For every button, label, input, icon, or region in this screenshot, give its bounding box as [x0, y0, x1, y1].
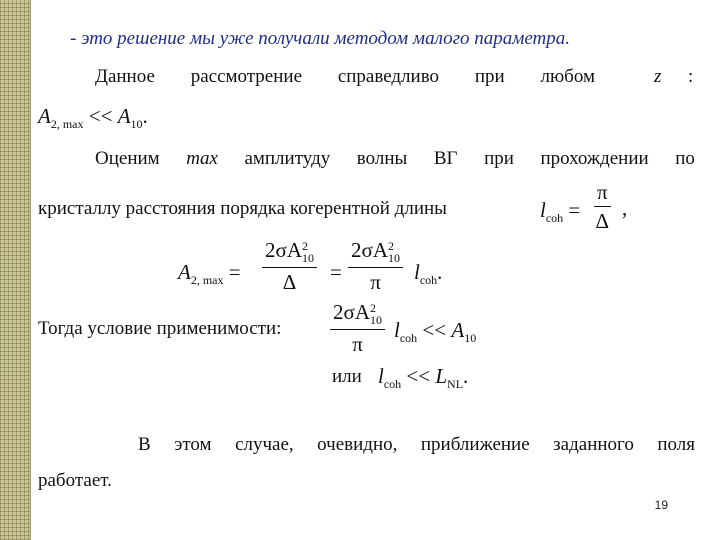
para4-word: этом [174, 434, 212, 455]
para4-word: поля [657, 434, 695, 455]
para4-word: В [138, 434, 151, 455]
para1-word: любом [540, 66, 595, 87]
paragraph-5: работает. [38, 470, 112, 491]
para4-word: очевидно, [317, 434, 398, 455]
para4-word: заданного [553, 434, 634, 455]
para2-word: прохождении [540, 148, 649, 169]
paragraph-4 [138, 434, 695, 456]
para2-word: волны [356, 148, 408, 169]
lead-line: - это решение мы уже получали методом малого параметра. [70, 28, 571, 49]
pi-over-delta-fraction: $\frac{\pi}{\Delta}$ [595, 180, 610, 233]
decorative-side-stripe [0, 0, 31, 540]
lcoh-symbol: $l_{coh}$ = [540, 198, 581, 226]
para1-word: Данное [95, 66, 155, 87]
variable-z: z [654, 66, 662, 87]
para4-word: приближение [420, 434, 530, 455]
paragraph-3: кристаллу расстояния порядка когерентной длины [38, 198, 447, 219]
paragraph-2 [95, 148, 695, 170]
paragraph-1 [95, 66, 595, 88]
or-label: или [332, 366, 362, 387]
para2-word: max [186, 148, 218, 169]
applicability-inequality: $l_{coh} << A_{10}$ [394, 318, 477, 346]
applicability-fraction: 2σA 2 10 π [330, 302, 385, 355]
comma: , [622, 196, 628, 220]
para1-word: рассмотрение [190, 66, 303, 87]
fraction-over-pi: 2σA 2 10 π [348, 240, 403, 293]
a2max-lhs: $A_{2, max}$ = [178, 260, 241, 288]
para4-word: случае, [235, 434, 294, 455]
condition-formula: $A_{2, max} << A_{10}$. [38, 104, 148, 132]
page-number: 19 [654, 498, 668, 512]
para2-word: Оценим [95, 148, 160, 169]
para2-word: ВГ [433, 148, 458, 169]
colon: : [688, 66, 694, 87]
para2-word: амплитуду [244, 148, 331, 169]
applicability-label: Тогда условие применимости: [38, 318, 282, 339]
para2-word: при [484, 148, 514, 169]
lcoh-tail: $l_{coh}$. [414, 260, 443, 288]
para1-word: при [474, 66, 505, 87]
fraction-over-delta: 2σA 2 10 Δ [262, 240, 317, 293]
or-inequality: $l_{coh} << L_{NL}$. [378, 364, 469, 392]
para2-word: по [675, 148, 695, 169]
equals-sign: = [330, 260, 342, 284]
para1-word: справедливо [337, 66, 440, 87]
